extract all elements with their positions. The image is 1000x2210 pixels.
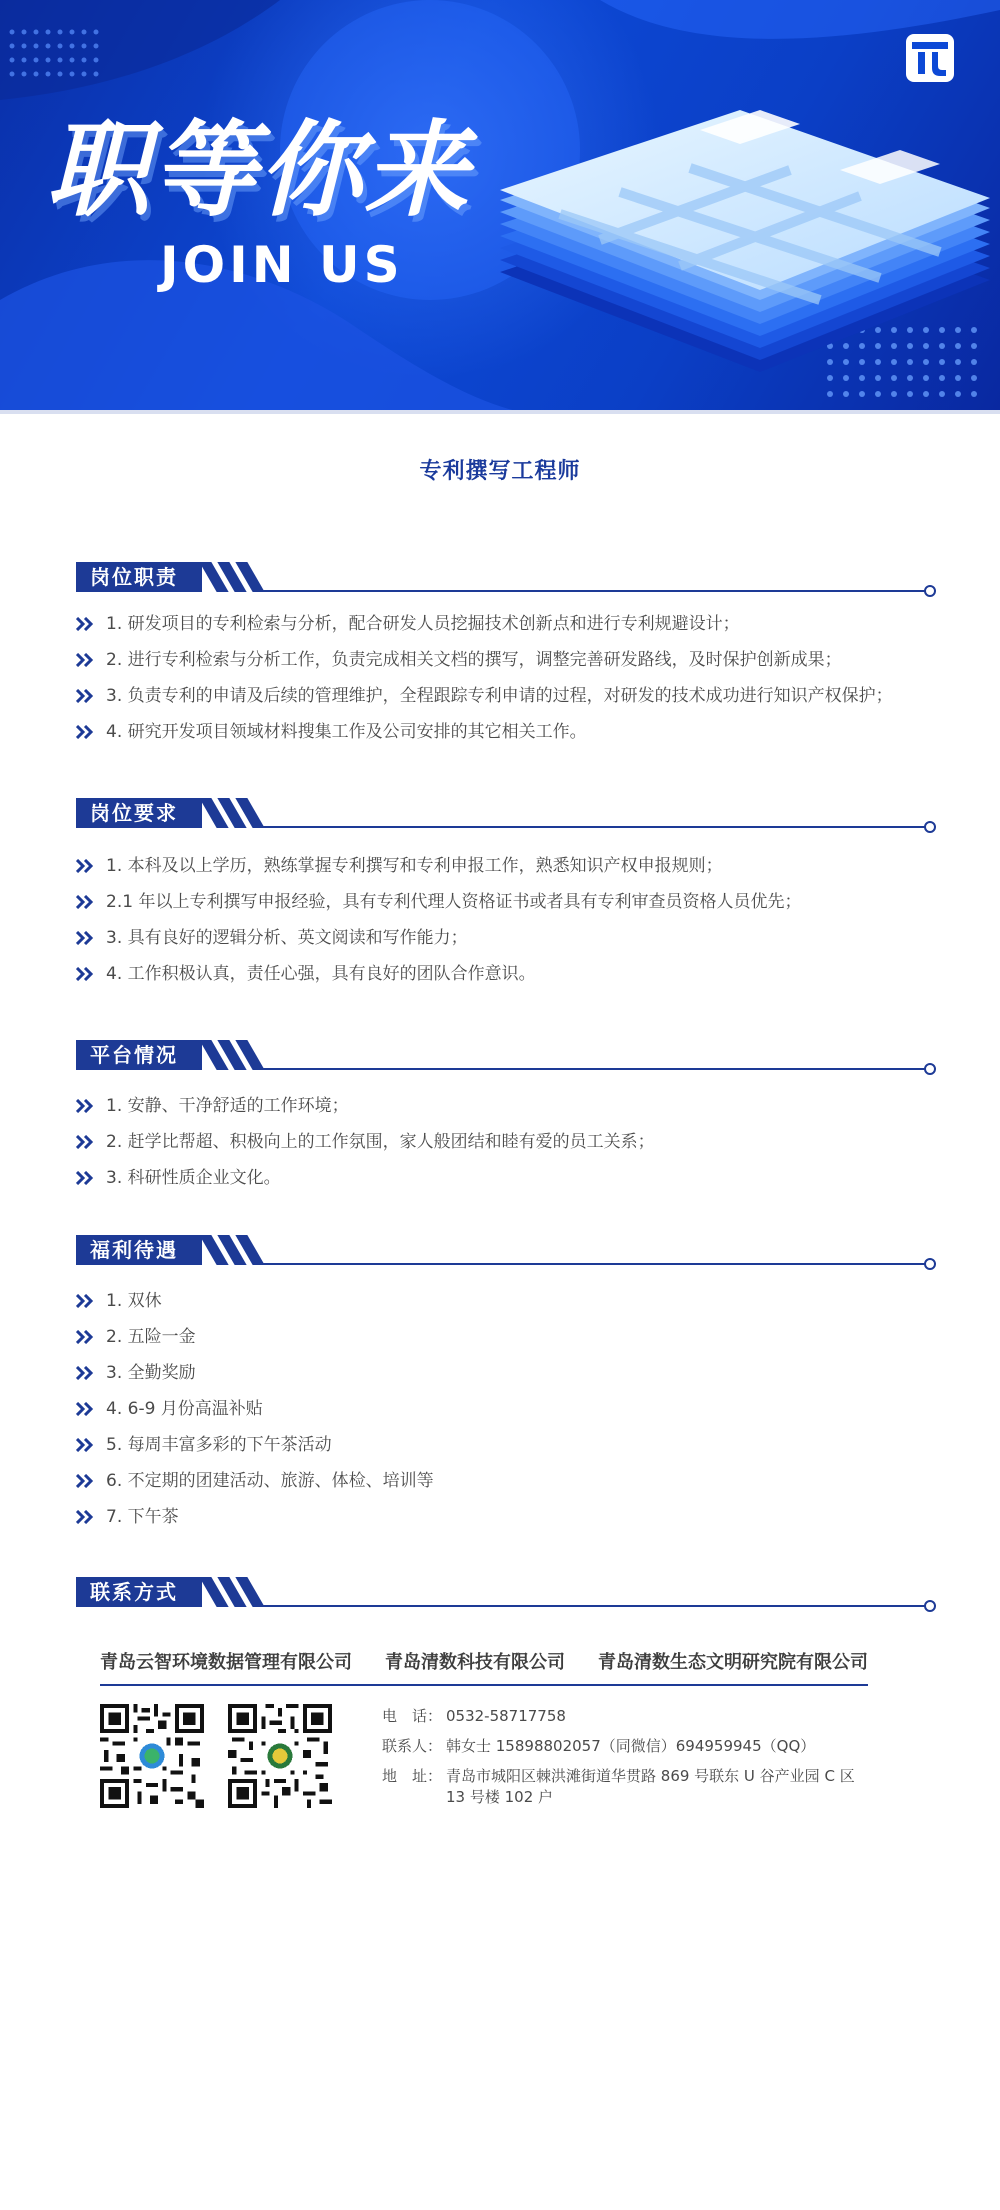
job-title: 专利撰写工程师 bbox=[419, 459, 581, 484]
list-item bbox=[76, 1130, 936, 1154]
double-chevron-icon bbox=[76, 1438, 94, 1452]
section-rule-end-dot bbox=[924, 1258, 936, 1270]
contact-person-row bbox=[382, 1736, 872, 1757]
list-item-text: 4. 工作积极认真，责任心强，具有良好的团队合作意识。 bbox=[106, 964, 536, 984]
section-rule bbox=[262, 1605, 928, 1607]
section-platform bbox=[76, 1040, 936, 1190]
contact-address-row bbox=[382, 1766, 872, 1808]
double-chevron-icon bbox=[76, 1099, 94, 1113]
benefits-list bbox=[76, 1289, 936, 1529]
double-chevron-icon bbox=[76, 689, 94, 703]
list-item-text: 2. 进行专利检索与分析工作，负责完成相关文档的撰写，调整完善研发路线，及时保护创新成果； bbox=[106, 650, 842, 670]
contact-phone-row bbox=[382, 1706, 872, 1727]
list-item-text: 5. 每周丰富多彩的下午茶活动 bbox=[106, 1435, 332, 1455]
list-item bbox=[76, 648, 936, 672]
qr-code-icon bbox=[228, 1704, 332, 1808]
list-item bbox=[76, 1094, 936, 1118]
double-chevron-icon bbox=[76, 1330, 94, 1344]
list-item bbox=[76, 1505, 936, 1529]
list-item bbox=[76, 1325, 936, 1349]
double-chevron-icon bbox=[76, 859, 94, 873]
section-header bbox=[76, 1235, 936, 1267]
section-title: 福利待遇 bbox=[76, 1235, 202, 1265]
list-item bbox=[76, 926, 936, 950]
list-item bbox=[76, 1433, 936, 1457]
double-chevron-icon bbox=[76, 725, 94, 739]
person-value: 韩女士 15898802057（同微信）694959945（QQ） bbox=[446, 1737, 816, 1755]
list-item bbox=[76, 1166, 936, 1190]
list-item-text: 2. 五险一金 bbox=[106, 1327, 196, 1347]
list-item-text: 2. 赶学比帮超、积极向上的工作氛围，家人般团结和睦有爱的员工关系； bbox=[106, 1132, 655, 1152]
list-item-text: 3. 具有良好的逻辑分析、英文阅读和写作能力； bbox=[106, 928, 468, 948]
list-item-text: 3. 科研性质企业文化。 bbox=[106, 1168, 281, 1188]
phone-label: 电 话： bbox=[382, 1707, 443, 1725]
section-rule-end-dot bbox=[924, 1600, 936, 1612]
section-rule bbox=[262, 826, 928, 828]
banner-divider bbox=[0, 410, 1000, 414]
phone-value: 0532-58717758 bbox=[446, 1707, 566, 1725]
list-item-text: 4. 研究开发项目领域材料搜集工作及公司安排的其它相关工作。 bbox=[106, 722, 587, 742]
platform-list bbox=[76, 1094, 936, 1190]
requirements-list bbox=[76, 854, 936, 986]
section-rule-end-dot bbox=[924, 821, 936, 833]
section-rule bbox=[262, 1263, 928, 1265]
company-name: 青岛清数生态文明研究院有限公司 bbox=[598, 1652, 868, 1673]
company-name: 青岛清数科技有限公司 bbox=[385, 1652, 565, 1673]
list-item-text: 3. 负责专利的申请及后续的管理维护，全程跟踪专利申请的过程，对研发的技术成功进行知识产权保护； bbox=[106, 686, 893, 706]
list-item bbox=[76, 1397, 936, 1421]
banner-subline: JOIN US bbox=[160, 236, 404, 294]
double-chevron-icon bbox=[76, 1402, 94, 1416]
company-list bbox=[100, 1648, 868, 1686]
list-item bbox=[76, 854, 936, 878]
list-item-text: 3. 全勤奖励 bbox=[106, 1363, 196, 1383]
section-contact bbox=[76, 1577, 936, 1609]
section-title: 平台情况 bbox=[76, 1040, 202, 1070]
person-label: 联系人： bbox=[382, 1737, 443, 1755]
list-item-text: 7. 下午茶 bbox=[106, 1507, 179, 1527]
list-item-text: 4. 6-9 月份高温补贴 bbox=[106, 1399, 263, 1419]
list-item bbox=[76, 1289, 936, 1313]
double-chevron-icon bbox=[76, 967, 94, 981]
section-rule bbox=[262, 1068, 928, 1070]
hero-banner bbox=[0, 0, 1000, 412]
double-chevron-icon bbox=[76, 1366, 94, 1380]
section-title: 岗位要求 bbox=[76, 798, 202, 828]
banner-headline: 职等你来 bbox=[46, 109, 471, 231]
duties-list bbox=[76, 612, 936, 744]
section-header bbox=[76, 798, 936, 830]
double-chevron-icon bbox=[76, 1474, 94, 1488]
double-chevron-icon bbox=[76, 1171, 94, 1185]
double-chevron-icon bbox=[76, 653, 94, 667]
list-item bbox=[76, 962, 936, 986]
company-logo-icon bbox=[906, 34, 954, 82]
section-benefits bbox=[76, 1235, 936, 1529]
company-name: 青岛云智环境数据管理有限公司 bbox=[100, 1652, 352, 1673]
section-rule-end-dot bbox=[924, 1063, 936, 1075]
list-item-text: 6. 不定期的团建活动、旅游、体检、培训等 bbox=[106, 1471, 434, 1491]
section-title: 联系方式 bbox=[76, 1577, 202, 1607]
section-rule bbox=[262, 590, 928, 592]
list-item-text: 2.1 年以上专利撰写申报经验，具有专利代理人资格证书或者具有专利审查员资格人员优先； bbox=[106, 892, 802, 912]
qr-code-icon bbox=[100, 1704, 204, 1808]
double-chevron-icon bbox=[76, 1294, 94, 1308]
list-item-text: 1. 安静、干净舒适的工作环境； bbox=[106, 1096, 349, 1116]
double-chevron-icon bbox=[76, 1510, 94, 1524]
list-item bbox=[76, 890, 936, 914]
list-item-text: 1. 本科及以上学历，熟练掌握专利撰写和专利申报工作，熟悉知识产权申报规则； bbox=[106, 856, 723, 876]
contact-info bbox=[382, 1706, 872, 1817]
section-title: 岗位职责 bbox=[76, 562, 202, 592]
list-item-text: 1. 双休 bbox=[106, 1291, 162, 1311]
list-item bbox=[76, 612, 936, 636]
list-item-text: 1. 研发项目的专利检索与分析，配合研发人员挖掘技术创新点和进行专利规避设计； bbox=[106, 614, 740, 634]
double-chevron-icon bbox=[76, 931, 94, 945]
list-item bbox=[76, 1361, 936, 1385]
section-header bbox=[76, 1040, 936, 1072]
double-chevron-icon bbox=[76, 1135, 94, 1149]
section-duties bbox=[76, 562, 936, 744]
address-value: 青岛市城阳区棘洪滩街道华贯路 869 号联东 U 谷产业园 C 区 13 号楼 102 户 bbox=[446, 1767, 855, 1806]
section-header bbox=[76, 562, 936, 594]
double-chevron-icon bbox=[76, 617, 94, 631]
double-chevron-icon bbox=[76, 895, 94, 909]
address-label: 地 址： bbox=[382, 1767, 443, 1785]
list-item bbox=[76, 684, 936, 708]
list-item bbox=[76, 720, 936, 744]
list-item bbox=[76, 1469, 936, 1493]
section-requirements bbox=[76, 798, 936, 986]
section-header bbox=[76, 1577, 936, 1609]
section-rule-end-dot bbox=[924, 585, 936, 597]
